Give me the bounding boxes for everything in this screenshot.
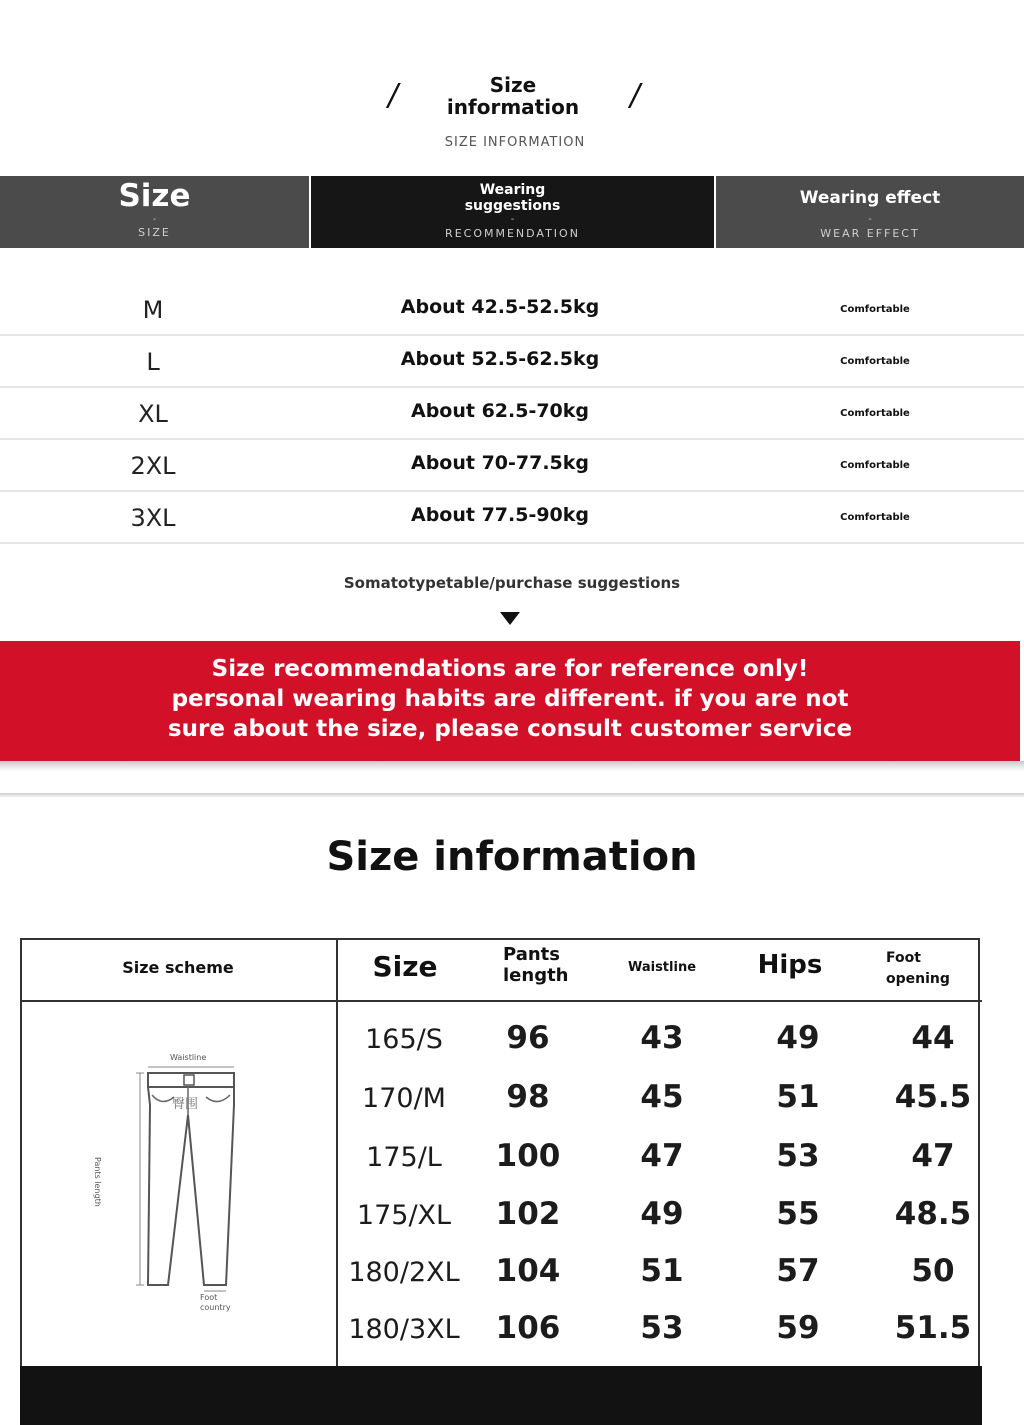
- th-pants-line1: Pants: [503, 944, 560, 965]
- rec-effect: Comfortable: [840, 356, 910, 367]
- rec-size: 2XL: [130, 452, 176, 480]
- header-effect-en: WEAR EFFECT: [820, 227, 920, 240]
- th-pants-length: [503, 944, 603, 986]
- diagram-label-foot-line2: country: [200, 1303, 231, 1312]
- cell-waistline: 43: [640, 1020, 684, 1056]
- disclaimer-line2: personal wearing habits are different. if you are not: [171, 686, 849, 712]
- somatotype-note: Somatotypetable/purchase suggestions: [343, 574, 681, 592]
- page-heading: [430, 74, 596, 118]
- rec-size: 3XL: [130, 504, 176, 532]
- banner-shadow: [0, 761, 1024, 771]
- rec-size: XL: [138, 400, 168, 428]
- cell-hips: 51: [776, 1079, 820, 1115]
- rec-weight: About 70-77.5kg: [410, 452, 590, 474]
- cell-foot-opening: 45.5: [894, 1079, 972, 1115]
- cell-size: 165/S: [365, 1024, 443, 1055]
- cell-foot-opening: 47: [911, 1138, 955, 1174]
- pants-diagram: [93, 1045, 260, 1325]
- disclaimer-banner: [0, 641, 1020, 761]
- recommendation-row: [0, 386, 1024, 440]
- header-size-en: SIZE: [138, 226, 171, 239]
- header-col-size: [0, 176, 309, 248]
- th-pants-line2: length: [503, 965, 569, 986]
- page-subheading: SIZE INFORMATION: [444, 135, 586, 150]
- table-row: [338, 1186, 982, 1244]
- cell-size: 180/3XL: [348, 1314, 460, 1345]
- cell-waistline: 49: [640, 1196, 684, 1232]
- cell-waistline: 47: [640, 1138, 684, 1174]
- recommendation-row: [0, 438, 1024, 492]
- th-size: Size: [372, 950, 438, 983]
- header-recommendation-en: RECOMMENDATION: [445, 227, 580, 240]
- diagram-label-foot-line1: Foot: [200, 1293, 218, 1302]
- cell-size: 175/L: [366, 1142, 442, 1173]
- th-size-scheme: Size scheme: [122, 958, 234, 977]
- header-col-effect: [716, 176, 1024, 248]
- recommendation-row: [0, 490, 1024, 544]
- table-row: [338, 1243, 982, 1301]
- cell-size: 180/2XL: [348, 1257, 460, 1288]
- th-foot-opening: [886, 948, 976, 990]
- header-effect-label: Wearing effect: [799, 188, 941, 208]
- table-divider-horizontal: [20, 1000, 982, 1002]
- header-recommendation-dash: -: [510, 214, 515, 225]
- header-recommendation-line1: Wearing: [479, 182, 546, 198]
- header-size-dash: -: [152, 214, 157, 225]
- cell-hips: 53: [776, 1138, 820, 1174]
- diagram-label-waist: Waistline: [170, 1053, 207, 1062]
- pants-outline-icon: [100, 1045, 260, 1325]
- th-foot-line1: Foot: [886, 950, 921, 966]
- triangle-down-icon: [500, 612, 520, 625]
- rec-weight: About 52.5-62.5kg: [400, 348, 600, 370]
- table-row: [338, 1128, 982, 1186]
- page-heading-line1: Size: [489, 73, 537, 97]
- rec-weight: About 62.5-70kg: [410, 400, 590, 422]
- cell-hips: 55: [776, 1196, 820, 1232]
- table-footer-bar: [20, 1366, 982, 1425]
- th-waistline: Waistline: [627, 960, 697, 975]
- cell-foot-opening: 44: [911, 1020, 955, 1056]
- decor-slash-left: /: [388, 78, 399, 113]
- table-row: [338, 1069, 982, 1127]
- cell-pants-length: 106: [495, 1310, 561, 1346]
- section-divider: [0, 793, 1024, 797]
- rec-size: M: [142, 296, 164, 324]
- cell-hips: 49: [776, 1020, 820, 1056]
- decor-slash-right: /: [630, 78, 641, 113]
- cell-foot-opening: 48.5: [894, 1196, 972, 1232]
- cell-foot-opening: 50: [911, 1253, 955, 1289]
- rec-effect: Comfortable: [840, 460, 910, 471]
- recommendation-row: [0, 282, 1024, 336]
- cell-hips: 57: [776, 1253, 820, 1289]
- header-recommendation-label: [311, 182, 714, 214]
- disclaimer-line1: Size recommendations are for reference only!: [211, 656, 809, 682]
- cell-size: 170/M: [362, 1083, 446, 1114]
- header-col-recommendation: [311, 176, 714, 248]
- cell-pants-length: 100: [495, 1138, 561, 1174]
- header-size-label: Size: [118, 178, 191, 214]
- rec-effect: Comfortable: [840, 408, 910, 419]
- rec-weight: About 42.5-52.5kg: [400, 296, 600, 318]
- cell-foot-opening: 51.5: [894, 1310, 972, 1346]
- table-row: [338, 1300, 982, 1358]
- cell-pants-length: 98: [506, 1079, 550, 1115]
- size-table-title: Size information: [326, 834, 698, 880]
- diagram-label-hips: 臀围: [172, 1097, 199, 1112]
- rec-effect: Comfortable: [840, 304, 910, 315]
- recommendation-row: [0, 334, 1024, 388]
- cell-pants-length: 96: [506, 1020, 550, 1056]
- table-row: [338, 1010, 982, 1068]
- cell-pants-length: 102: [495, 1196, 561, 1232]
- page-heading-line2: information: [446, 95, 580, 119]
- cell-hips: 59: [776, 1310, 820, 1346]
- rec-size: L: [146, 348, 160, 376]
- cell-pants-length: 104: [495, 1253, 561, 1289]
- disclaimer-line3: sure about the size, please consult customer service: [167, 716, 853, 742]
- rec-effect: Comfortable: [840, 512, 910, 523]
- cell-waistline: 51: [640, 1253, 684, 1289]
- header-effect-dash: -: [868, 214, 872, 225]
- header-recommendation-line2: suggestions: [464, 198, 561, 214]
- diagram-label-length: Pants length: [93, 1157, 102, 1207]
- rec-weight: About 77.5-90kg: [410, 504, 590, 526]
- cell-waistline: 45: [640, 1079, 684, 1115]
- th-foot-line2: opening: [886, 971, 950, 987]
- th-hips: Hips: [757, 950, 823, 980]
- cell-waistline: 53: [640, 1310, 684, 1346]
- cell-size: 175/XL: [356, 1200, 452, 1231]
